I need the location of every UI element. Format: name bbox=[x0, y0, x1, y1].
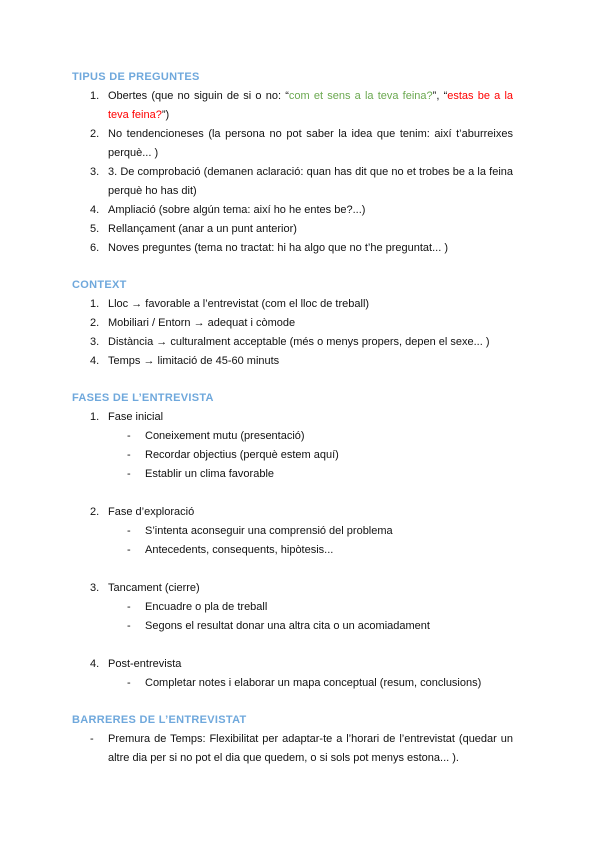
phase-label: Fase d’exploració bbox=[108, 506, 195, 518]
sub-text: Coneixement mutu (presentació) bbox=[145, 430, 305, 442]
list-item bbox=[72, 352, 513, 371]
phase-item bbox=[72, 408, 513, 427]
list-item bbox=[72, 333, 513, 352]
list-item bbox=[72, 220, 513, 239]
section-heading-tipus: TIPUS DE PREGUNTES bbox=[72, 71, 200, 83]
sub-item bbox=[72, 446, 513, 465]
list-item bbox=[72, 201, 513, 220]
sub-text: Segons el resultat donar una altra cita o un acomiadament bbox=[145, 620, 430, 632]
item-text: No tendencioneses (la persona no pot saber la idea que tenim: així t’aburreixes perquè... ) bbox=[108, 128, 513, 159]
item-text: Premura de Temps: Flexibilitat per adaptar-te a l’horari de l’entrevistat (quedar un altre dia per si no pot el dia que quedem, o si sols pot menys estona... ). bbox=[108, 733, 513, 764]
sub-text: Establir un clima favorable bbox=[145, 468, 275, 480]
item-text: Rellançament (anar a un punt anterior) bbox=[108, 223, 297, 235]
sub-text: Encuadre o pla de treball bbox=[145, 601, 268, 613]
list-number: 1. bbox=[90, 298, 100, 310]
list-number: 2. bbox=[90, 506, 100, 518]
phase-label: Post-entrevista bbox=[108, 658, 182, 670]
list-number: 4. bbox=[90, 355, 100, 367]
list-number: 3. bbox=[90, 166, 100, 178]
sub-item bbox=[72, 541, 513, 560]
sub-item bbox=[72, 465, 513, 484]
document-page bbox=[72, 68, 513, 768]
list-number: 6. bbox=[90, 242, 100, 254]
item-text: ”) bbox=[161, 109, 170, 121]
list-item bbox=[72, 730, 513, 768]
dash-bullet: - bbox=[127, 430, 131, 442]
phase-label: Tancament (cierre) bbox=[108, 582, 200, 594]
list-item bbox=[72, 239, 513, 258]
dash-bullet: - bbox=[127, 601, 131, 613]
sub-text: Antecedents, consequents, hipòtesis... bbox=[145, 544, 334, 556]
dash-bullet: - bbox=[127, 677, 131, 689]
list-number: 1. bbox=[90, 90, 100, 102]
sub-item bbox=[72, 674, 513, 693]
phase-item bbox=[72, 579, 513, 598]
item-text: Distància → culturalment acceptable (més o menys propers, depen el sexe... ) bbox=[108, 336, 490, 348]
section-heading-context: CONTEXT bbox=[72, 279, 127, 291]
sub-item bbox=[72, 427, 513, 446]
list-item bbox=[72, 163, 513, 201]
item-text: ”, “ bbox=[432, 90, 448, 102]
list-number: 4. bbox=[90, 658, 100, 670]
phase-label: Fase inicial bbox=[108, 411, 164, 423]
sub-item bbox=[72, 522, 513, 541]
phase-item bbox=[72, 503, 513, 522]
item-text: Temps → limitació de 45-60 minuts bbox=[108, 355, 280, 367]
item-text: 3. De comprobació (demanen aclaració: quan has dit que no et trobes be a la feina perquè ho has dit) bbox=[108, 166, 513, 197]
sub-text: Completar notes i elaborar un mapa conceptual (resum, conclusions) bbox=[145, 677, 482, 689]
section-heading-barreres: BARRERES DE L’ENTREVISTAT bbox=[72, 714, 247, 726]
dash-bullet: - bbox=[127, 449, 131, 461]
red-example: estas be a la teva feina? bbox=[108, 90, 514, 121]
dash-bullet: - bbox=[127, 544, 131, 556]
list-item bbox=[72, 87, 513, 125]
item-text: Lloc → favorable a l’entrevistat (com el lloc de treball) bbox=[108, 298, 370, 310]
list-item bbox=[72, 125, 513, 163]
sub-text: Recordar objectius (perquè estem aquí) bbox=[145, 449, 339, 461]
list-item bbox=[72, 295, 513, 314]
dash-bullet: - bbox=[90, 733, 94, 745]
dash-bullet: - bbox=[127, 620, 131, 632]
item-text: Obertes (que no siguin de si o no: “ bbox=[108, 90, 289, 102]
phase-item bbox=[72, 655, 513, 674]
item-text: Noves preguntes (tema no tractat: hi ha algo que no t’he preguntat... ) bbox=[108, 242, 448, 254]
sub-item bbox=[72, 617, 513, 636]
dash-bullet: - bbox=[127, 468, 131, 480]
list-item bbox=[72, 314, 513, 333]
sub-item bbox=[72, 598, 513, 617]
list-number: 5. bbox=[90, 223, 100, 235]
list-number: 2. bbox=[90, 128, 100, 140]
list-number: 3. bbox=[90, 336, 100, 348]
list-number: 4. bbox=[90, 204, 100, 216]
list-number: 3. bbox=[90, 582, 100, 594]
dash-bullet: - bbox=[127, 525, 131, 537]
section-heading-fases: FASES DE L’ENTREVISTA bbox=[72, 392, 214, 404]
list-number: 1. bbox=[90, 411, 100, 423]
sub-text: S’intenta aconseguir una comprensió del problema bbox=[145, 525, 393, 537]
list-number: 2. bbox=[90, 317, 100, 329]
item-text: Mobiliari / Entorn → adequat i còmode bbox=[108, 317, 296, 329]
item-text: Ampliació (sobre algún tema: així ho he entes be?...) bbox=[108, 204, 366, 216]
green-example: com et sens a la teva feina? bbox=[288, 90, 433, 102]
